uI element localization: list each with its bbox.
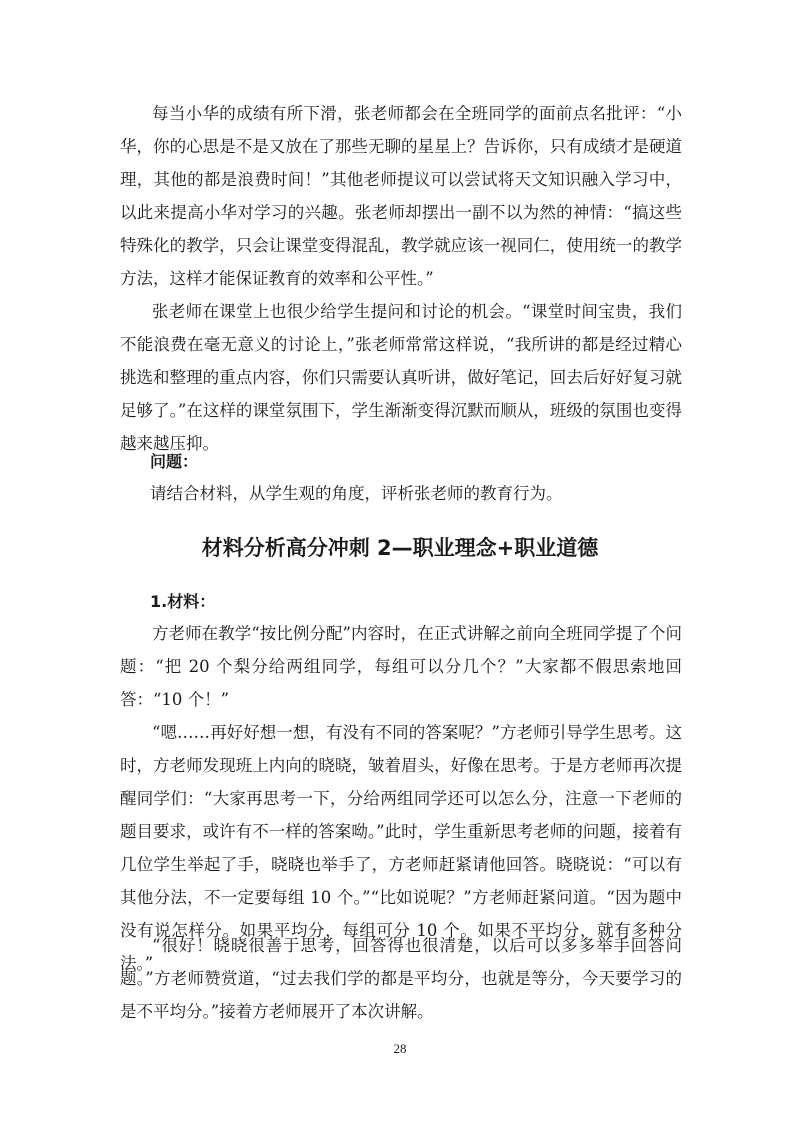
- paragraph-question-intro: 方老师在教学“按比例分配”内容时，在正式讲解之前向全班同学提了个问题：“把 20 个梨分给两组同学，每组可以分几个？”大家都不假思索地回答：“10 个！”: [120, 624, 682, 709]
- paragraph-discussion: “嗯……再好好想一想，有没有不同的答案呢？”方老师引导学生思考。这时，方老师发现班上内向的晓晓，皱着眉头，好像在思考。于是方老师再次提醒同学们：“大家再思考一下，分给两组同学还可以怎么分，注意一下老师的题目要求，或许有不一样的答案呦。”此时，学生重新思考老师的问题，接着有几位学生举起了手，晓晓也举手了，方老师赶紧请他回答。晓晓说：“可以有其他分法，不一定要每组 10 个。”“比如说呢？”方老师赶紧问道。“因为题中没有说怎样分。如果平均分，每组可分 10 个。如果不平均分，就有多种分法。”: [120, 723, 682, 973]
- section-title: 材料分析高分冲刺 2—职业理念+职业道德: [201, 536, 599, 560]
- question-text: 请结合材料，从学生观的角度，评析张老师的教育行为。: [150, 484, 563, 503]
- material-label: 1.材料：: [150, 592, 216, 611]
- paragraph-criticism: 每当小华的成绩有所下滑，张老师都会在全班同学的面前点名批评：“小华，你的心思是不是又放在了那些无聊的星星上？告诉你，只有成绩才是硬道理，其他的都是浪费时间！”其他老师提议可以尝试将天文知识融入学习中，以此来提高小华对学习的兴趣。张老师却摆出一副不以为然的神情：“搞这些特殊化的教学，只会让课堂变得混乱，教学就应该一视同仁，使用统一的教学方法，这样才能保证教育的效率和公平性。”: [120, 104, 682, 288]
- paragraph-classroom: 张老师在课堂上也很少给学生提问和讨论的机会。“课堂时间宝贵，我们不能浪费在毫无意义的讨论上，”张老师常常这样说，“我所讲的都是经过精心挑选和整理的重点内容，你们只需要认真听讲，做好笔记，回去后好好复习就足够了。”在这样的课堂氛围下，学生渐渐变得沉默而顺从，班级的氛围也变得越来越压抑。: [120, 302, 682, 453]
- page-number: 28: [393, 1041, 407, 1056]
- question-label: 问题：: [150, 452, 199, 471]
- paragraph-praise: “很好！晓晓很善于思考，回答得也很清楚，以后可以多多举手回答问题。”方老师赞赏道，“过去我们学的都是平均分，也就是等分，今天要学习的是不平均分。”接着方老师展开了本次讲解。: [120, 936, 682, 1021]
